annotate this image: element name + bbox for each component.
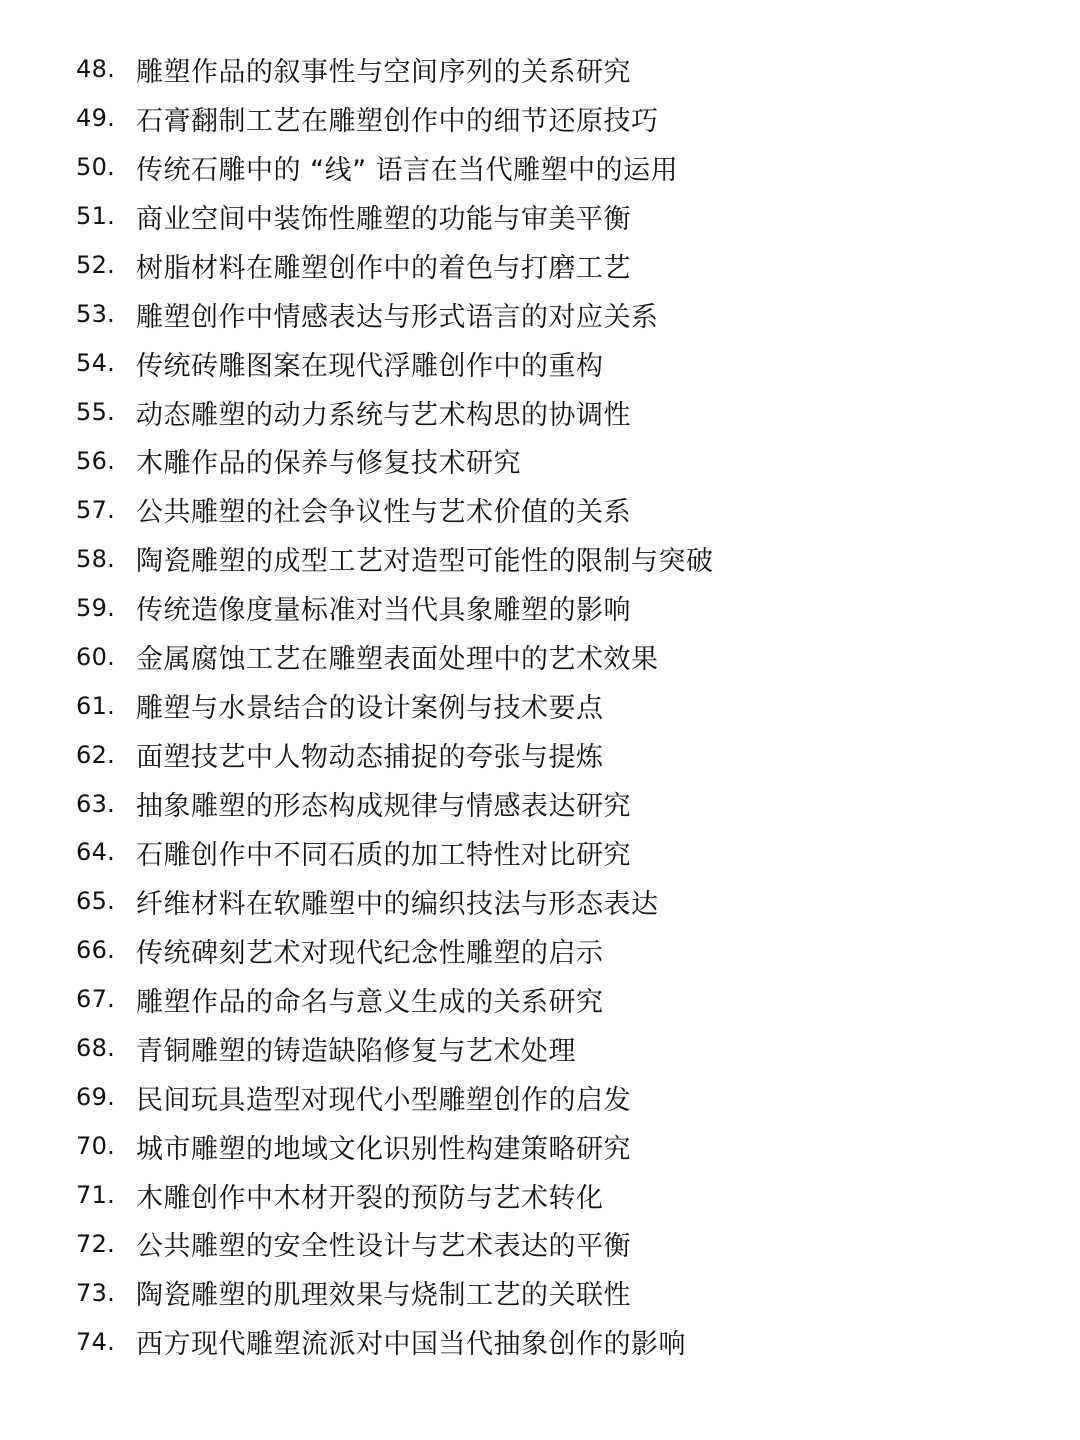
item-text: 木雕作品的保养与修复技术研究 (136, 448, 521, 480)
item-number: 54. (76, 349, 116, 378)
item-number: 50. (76, 153, 116, 182)
item-text: 抽象雕塑的形态构成规律与情感表达研究 (136, 791, 631, 823)
item-text: 传统碑刻艺术对现代纪念性雕塑的启示 (136, 937, 604, 969)
list-item (76, 828, 1056, 877)
list-item (76, 779, 1056, 828)
item-text: 传统造像度量标准对当代具象雕塑的影响 (136, 595, 631, 627)
item-text: 商业空间中装饰性雕塑的功能与审美平衡 (136, 203, 631, 235)
list-item (76, 241, 1056, 290)
item-text: 青铜雕塑的铸造缺陷修复与艺术处理 (136, 1035, 576, 1067)
item-number: 65. (76, 887, 116, 916)
item-text: 传统砖雕图案在现代浮雕创作中的重构 (136, 350, 604, 382)
item-number: 63. (76, 789, 116, 818)
item-text: 面塑技艺中人物动态捕捉的夸张与提炼 (136, 742, 604, 774)
list-item (76, 1122, 1056, 1171)
list-item (76, 583, 1056, 632)
item-text: 雕塑作品的命名与意义生成的关系研究 (136, 986, 604, 1018)
item-text: 城市雕塑的地域文化识别性构建策略研究 (136, 1133, 631, 1165)
item-number: 52. (76, 251, 116, 280)
item-number: 62. (76, 740, 116, 769)
item-number: 74. (76, 1327, 116, 1356)
item-text: 动态雕塑的动力系统与艺术构思的协调性 (136, 399, 631, 431)
item-number: 53. (76, 300, 116, 329)
item-number: 57. (76, 495, 116, 524)
item-text: 石膏翻制工艺在雕塑创作中的细节还原技巧 (136, 105, 659, 137)
item-number: 66. (76, 936, 116, 965)
item-number: 67. (76, 985, 116, 1014)
item-number: 68. (76, 1034, 116, 1063)
item-text: 陶瓷雕塑的肌理效果与烧制工艺的关联性 (136, 1280, 631, 1312)
list-item (76, 339, 1056, 388)
list-item (76, 926, 1056, 975)
list-item (76, 1220, 1056, 1269)
item-number: 59. (76, 593, 116, 622)
item-text: 雕塑与水景结合的设计案例与技术要点 (136, 693, 604, 725)
item-number: 70. (76, 1132, 116, 1161)
item-number: 48. (76, 55, 116, 84)
list-item (76, 94, 1056, 143)
list-item (76, 681, 1056, 730)
item-text: 树脂材料在雕塑创作中的着色与打磨工艺 (136, 252, 631, 284)
item-number: 60. (76, 642, 116, 671)
item-number: 51. (76, 202, 116, 231)
item-text: 传统石雕中的 “线” 语言在当代雕塑中的运用 (136, 154, 679, 186)
item-number: 72. (76, 1229, 116, 1258)
item-number: 71. (76, 1181, 116, 1210)
item-number: 69. (76, 1083, 116, 1112)
list-item (76, 1024, 1056, 1073)
list-item (76, 632, 1056, 681)
item-text: 金属腐蚀工艺在雕塑表面处理中的艺术效果 (136, 644, 659, 676)
item-text: 雕塑创作中情感表达与形式语言的对应关系 (136, 301, 659, 333)
list-item (76, 143, 1056, 192)
item-number: 56. (76, 446, 116, 475)
list-item (76, 1317, 1056, 1366)
list-item (76, 290, 1056, 339)
item-number: 55. (76, 398, 116, 427)
item-number: 49. (76, 104, 116, 133)
list-item (76, 1073, 1056, 1122)
list-item (76, 730, 1056, 779)
item-number: 64. (76, 838, 116, 867)
list-item (76, 45, 1056, 94)
list-item (76, 975, 1056, 1024)
item-text: 西方现代雕塑流派对中国当代抽象创作的影响 (136, 1329, 686, 1361)
list-item (76, 1268, 1056, 1317)
item-number: 61. (76, 691, 116, 720)
item-text: 雕塑作品的叙事性与空间序列的关系研究 (136, 56, 631, 88)
list-item (76, 192, 1056, 241)
list-item (76, 437, 1056, 486)
item-number: 73. (76, 1278, 116, 1307)
item-text: 公共雕塑的社会争议性与艺术价值的关系 (136, 497, 631, 529)
list-item (76, 1171, 1056, 1220)
item-text: 陶瓷雕塑的成型工艺对造型可能性的限制与突破 (136, 546, 714, 578)
list-item (76, 388, 1056, 437)
topic-list (76, 45, 1056, 1366)
list-item (76, 877, 1056, 926)
item-text: 纤维材料在软雕塑中的编织技法与形态表达 (136, 888, 659, 920)
item-text: 民间玩具造型对现代小型雕塑创作的启发 (136, 1084, 631, 1116)
list-item (76, 485, 1056, 534)
item-number: 58. (76, 544, 116, 573)
item-text: 石雕创作中不同石质的加工特性对比研究 (136, 839, 631, 871)
item-text: 公共雕塑的安全性设计与艺术表达的平衡 (136, 1231, 631, 1263)
list-item (76, 534, 1056, 583)
item-text: 木雕创作中木材开裂的预防与艺术转化 (136, 1182, 604, 1214)
